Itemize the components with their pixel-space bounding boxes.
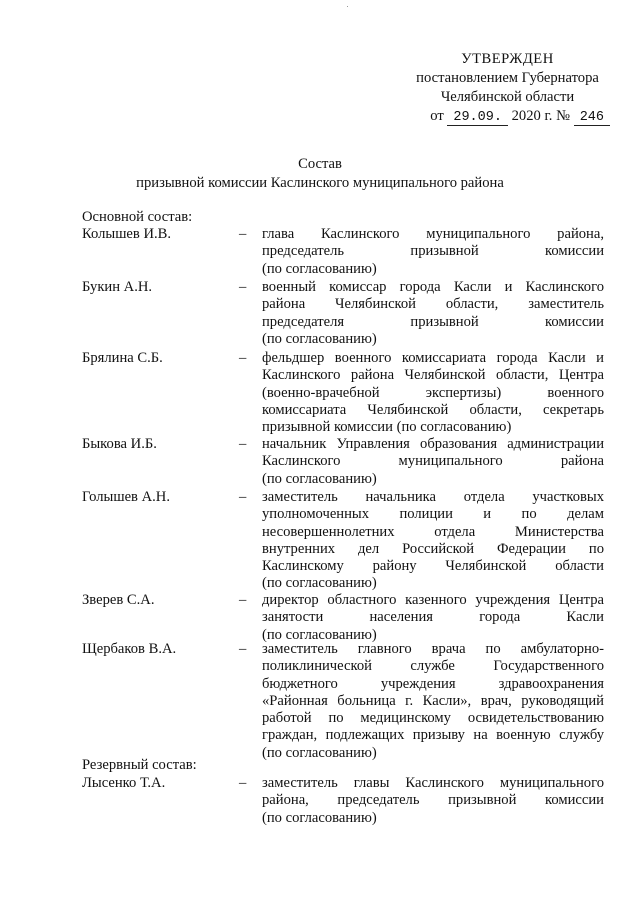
position-line: глава Каслинского муниципального района, [262, 226, 604, 242]
approval-number: 246 [574, 110, 610, 126]
member-name: Голышев А.Н. [82, 489, 170, 505]
position-line: (по согласованию) [262, 575, 377, 592]
position-line: комиссариата Челябинской области, секретарь [262, 401, 604, 418]
member-position [262, 641, 604, 762]
position-line: уполномоченных полиции и по делам [262, 506, 604, 523]
position-line: заместитель главы Каслинского муниципального [262, 775, 604, 791]
approval-year: 2020 г. № [511, 108, 571, 124]
position-line: заместитель начальника отдела участковых [262, 489, 604, 505]
scan-speck [347, 6, 348, 7]
member-name: Зверев С.А. [82, 592, 155, 608]
position-line: поликлинической службе Государственного [262, 658, 604, 675]
position-line: начальник Управления образования администрации [262, 436, 604, 452]
member-name: Лысенко Т.А. [82, 775, 166, 791]
member-position [262, 279, 604, 348]
approval-heading: УТВЕРЖДЕН [461, 51, 554, 67]
member-dash: – [239, 641, 247, 657]
member-name: Букин А.Н. [82, 279, 153, 295]
position-line: Каслинского муниципального района [262, 453, 604, 470]
position-line: бюджетного учреждения здравоохранения [262, 675, 604, 692]
reserve-section-label: Резервный состав: [82, 757, 197, 773]
position-line: (по согласованию) [262, 330, 377, 347]
member-position [262, 592, 604, 644]
member-position [262, 226, 604, 278]
position-line: несовершеннолетних отдела Министерства [262, 523, 604, 540]
member-dash: – [239, 226, 247, 242]
approval-date-line [405, 107, 610, 127]
member-position [262, 436, 604, 488]
member-dash: – [239, 489, 247, 505]
position-line: работой по медицинскому освидетельствованию [262, 710, 604, 727]
position-line: председателя призывной комиссии [262, 313, 604, 330]
document-title: Состав [298, 156, 342, 172]
position-line: занятости населения города Касли [262, 609, 604, 626]
member-dash: – [239, 279, 247, 295]
position-line: (по согласованию) [262, 744, 377, 761]
member-position [262, 775, 604, 827]
member-dash: – [239, 350, 247, 366]
approval-region-line: Челябинской области [440, 89, 575, 105]
member-position [262, 489, 604, 593]
position-line: заместитель главного врача по амбулаторно- [262, 641, 604, 657]
approval-from: от [430, 108, 444, 124]
position-line: района, председатель призывной комиссии [262, 792, 604, 809]
member-name: Брялина С.Б. [82, 350, 163, 366]
position-line: директор областного казенного учреждения Центра [262, 592, 604, 608]
position-line: внутренних дел Российской Федерации по [262, 540, 604, 557]
position-line: района Челябинской области, заместитель [262, 296, 604, 313]
main-section-label: Основной состав: [82, 209, 193, 225]
member-position [262, 350, 604, 436]
position-line: военный комиссар города Касли и Каслинского [262, 279, 604, 295]
document-subtitle: призывной комиссии Каслинского муниципального района [136, 175, 504, 191]
position-line: (по согласованию) [262, 470, 377, 487]
approval-decree-line: постановлением Губернатора [416, 70, 599, 86]
position-line: Каслинскому району Челябинской области [262, 558, 604, 575]
position-line: (по согласованию) [262, 626, 377, 643]
position-line: «Районная больница г. Касли», врач, руководящий [262, 692, 604, 709]
member-dash: – [239, 592, 247, 608]
position-line: фельдшер военного комиссариата города Касли и [262, 350, 604, 366]
position-line: призывной комиссии (по согласованию) [262, 419, 512, 436]
position-line: (военно-врачебной экспертизы) военного [262, 384, 604, 401]
approval-block [405, 50, 610, 127]
member-name: Быкова И.Б. [82, 436, 157, 452]
member-name: Колышев И.В. [82, 226, 172, 242]
approval-date: 29.09. [447, 110, 508, 126]
member-dash: – [239, 436, 247, 452]
member-dash: – [239, 775, 247, 791]
position-line: председатель призывной комиссии [262, 243, 604, 260]
position-line: (по согласованию) [262, 809, 377, 826]
member-name: Щербаков В.А. [82, 641, 177, 657]
position-line: (по согласованию) [262, 260, 377, 277]
position-line: Каслинского района Челябинской области, Центра [262, 367, 604, 384]
position-line: граждан, подлежащих призыву на военную службу [262, 727, 604, 744]
